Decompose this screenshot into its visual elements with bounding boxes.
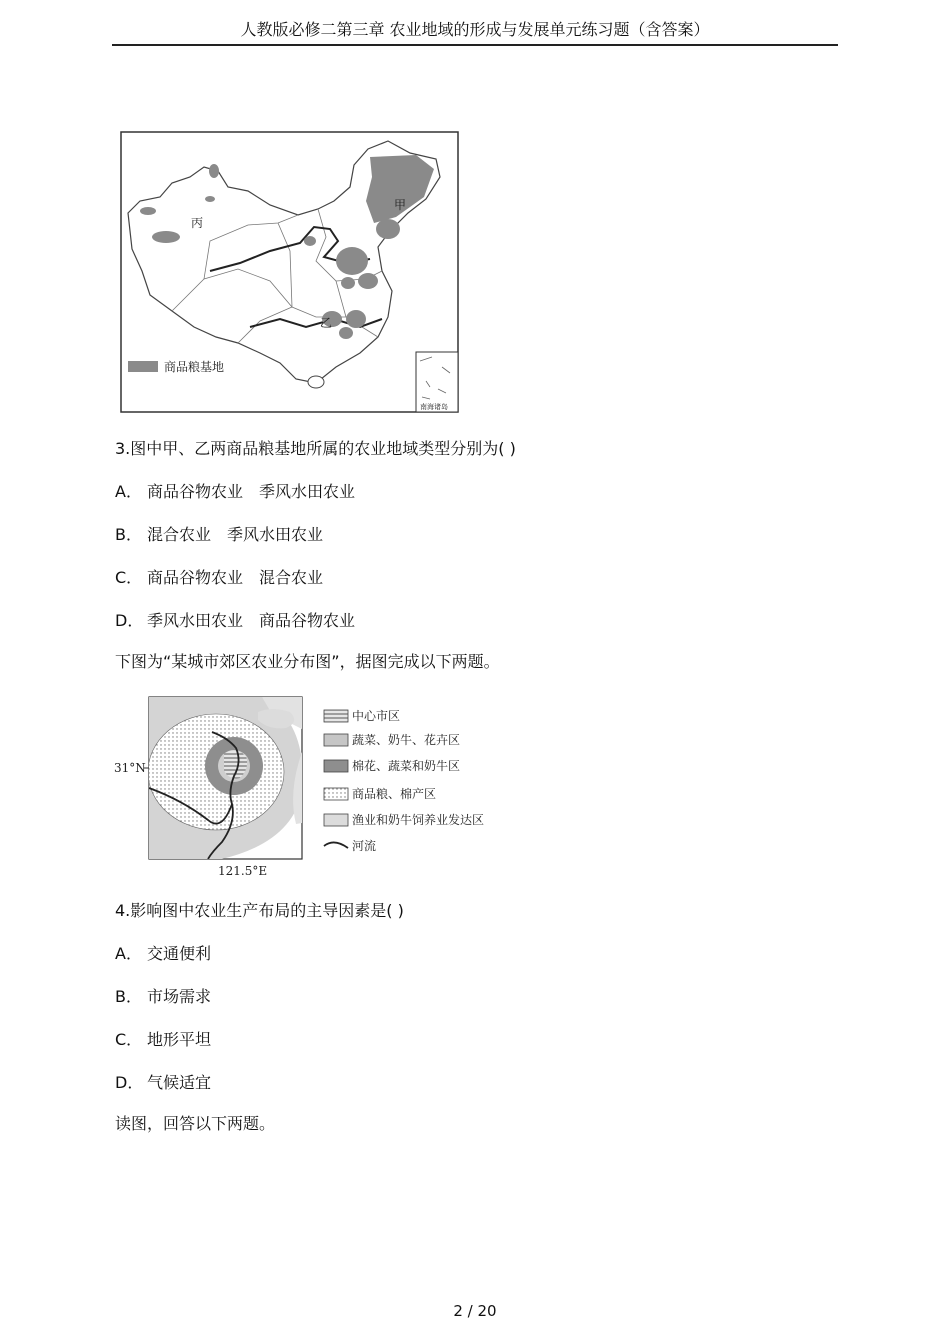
q3-option-a: [115, 481, 355, 503]
option-letter: B．: [115, 525, 142, 544]
latitude-label: 31°N: [114, 761, 146, 775]
q4-stem: 4.影响图中农业生产布局的主导因素是( ): [115, 901, 404, 920]
legend-swatch-pale: [324, 814, 348, 826]
map1-legend-swatch: [128, 361, 158, 372]
legend-label-center: 中心市区: [352, 709, 401, 723]
map1-label-jia: 甲: [394, 198, 407, 212]
page-header: 人教版必修二第三章 农业地域的形成与发展单元练习题（含答案）: [112, 18, 838, 46]
legend-label-vegetable: 蔬菜、奶牛、花卉区: [352, 733, 461, 747]
option-letter: D．: [115, 611, 144, 630]
q3-option-d: [115, 610, 355, 632]
legend-river-icon: [324, 842, 348, 848]
map1-legend-label: 商品粮基地: [164, 360, 225, 374]
option-text: 商品谷物农业 混合农业: [147, 568, 324, 587]
legend-swatch-hatch: [324, 710, 348, 722]
legend-label-river: 河流: [352, 839, 377, 853]
longitude-label: 121.5°E: [218, 864, 268, 878]
inset-label: 南海诸岛: [420, 403, 448, 411]
option-letter: B．: [115, 987, 142, 1006]
intro-text-1: 下图为“某城市郊区农业分布图”，据图完成以下两题。: [115, 652, 500, 671]
legend-label-cotton: 棉花、蔬菜和奶牛区: [352, 759, 461, 773]
legend-swatch-light: [324, 734, 348, 746]
option-letter: C．: [115, 568, 143, 587]
map1-label-yi: 乙: [320, 316, 333, 330]
q4-option-b: [115, 986, 211, 1008]
legend-swatch-dots: [324, 788, 348, 800]
option-text: 商品谷物农业 季风水田农业: [147, 482, 356, 501]
option-letter: C．: [115, 1030, 143, 1049]
option-letter: A．: [115, 482, 142, 501]
option-text: 季风水田农业 商品谷物农业: [147, 611, 356, 630]
intro-text-2: 读图，回答以下两题。: [115, 1114, 276, 1133]
option-letter: A．: [115, 944, 142, 963]
q4-option-d: [115, 1072, 211, 1094]
q3-stem: 3.图中甲、乙两商品粮基地所属的农业地域类型分别为( ): [115, 439, 516, 458]
q4-option-a: [115, 943, 211, 965]
china-grain-base-map: [120, 131, 460, 414]
legend-label-grain: 商品粮、棉产区: [352, 787, 437, 801]
q4-option-c: [115, 1029, 211, 1051]
option-text: 地形平坦: [147, 1030, 212, 1049]
option-text: 混合农业 季风水田农业: [147, 525, 324, 544]
q3-option-c: [115, 567, 323, 589]
q3-option-b: [115, 524, 323, 546]
suburban-agriculture-map: [112, 692, 512, 880]
option-letter: D．: [115, 1073, 144, 1092]
page-number: 2 / 20: [453, 1302, 497, 1320]
option-text: 气候适宜: [147, 1073, 212, 1092]
option-text: 市场需求: [147, 987, 212, 1006]
map1-label-bing: 丙: [191, 216, 204, 230]
legend-label-fishery: 渔业和奶牛饲养业发达区: [352, 813, 485, 827]
legend-swatch-dark: [324, 760, 348, 772]
option-text: 交通便利: [147, 944, 212, 963]
